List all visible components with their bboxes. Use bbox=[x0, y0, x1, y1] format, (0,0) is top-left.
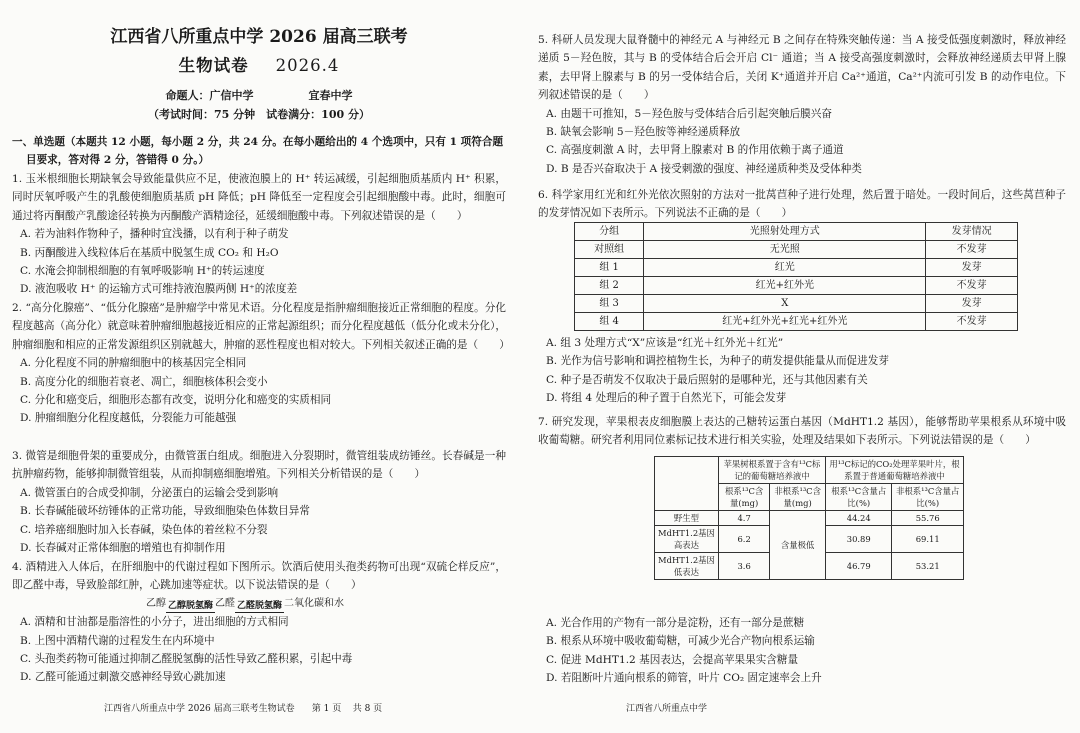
footer-left bbox=[104, 700, 382, 718]
q7-option-a: A. 光合作用的产物有一部分是淀粉，还有一部分是蔗糖 bbox=[546, 617, 805, 629]
table-cell: 55.76 bbox=[892, 511, 964, 526]
question-2 bbox=[12, 299, 510, 428]
table-cell: 发芽 bbox=[926, 259, 1018, 277]
q6-options bbox=[538, 334, 1066, 408]
exam-title: 江西省八所重点中学 2026 届高三联考 bbox=[110, 27, 408, 47]
question-3 bbox=[12, 447, 506, 557]
q4-option-a: A. 酒精和甘油都是脂溶性的小分子，进出细胞的方式相同 bbox=[20, 616, 289, 629]
q6-stem: 6. 科学家用红光和红外光依次照射的方法对一批莴苣种子进行处理，然后置于暗处。一段时间后，这些莴苣种子的发芽情况如下表所示。下列说法不正确的是（ ） bbox=[538, 189, 1066, 220]
table-cell: 不发芽 bbox=[926, 241, 1018, 259]
section-1-heading bbox=[12, 133, 506, 170]
q2-option-a: A. 分化程度不同的肿瘤细胞中的核基因完全相同 bbox=[20, 357, 247, 370]
group-1-header: 苹果树根系置于含有¹³C标记的葡萄糖培养液中 bbox=[718, 457, 825, 484]
table-corner-cell bbox=[655, 457, 719, 511]
q3-option-b: B. 长春碱能破坏纺锤体的正常功能，导致细胞染色体数目异常 bbox=[20, 505, 310, 518]
acetaldehyde-label: 乙醛 bbox=[215, 597, 236, 609]
table-cell: 6.2 bbox=[718, 526, 769, 553]
ethanol-label: 乙醇 bbox=[146, 597, 166, 609]
table-header-row bbox=[655, 457, 964, 484]
footer-exam-name: 江西省八所重点中学 2026 届高三联考生物试卷 bbox=[104, 704, 295, 714]
row-label: MdHT1.2基因高表达 bbox=[655, 526, 719, 553]
q6-option-c: C. 种子是否萌发不仅取决于最后照射的是哪种光，还与其他因素有关 bbox=[546, 373, 868, 386]
exam-info: （考试时间：75 分钟 试卷满分：100 分） bbox=[148, 108, 370, 121]
table-cell: 组 2 bbox=[575, 277, 644, 295]
question-4 bbox=[12, 558, 506, 687]
table-cell: 3.6 bbox=[718, 553, 769, 580]
question-1 bbox=[12, 170, 506, 299]
q3-option-d: D. 长春碱对正常体细胞的增殖也有抑制作用 bbox=[20, 542, 226, 555]
q7-stem: 7. 研究发现，苹果根表皮细胞膜上表达的己糖转运蛋白基因（MdHT1.2 基因），能够帮助苹果根系从环境中吸收葡萄糖。研究者利用同位素标记技术进行相关实验，处理及结果如下表所示。下列说法错误的是（ ） bbox=[538, 416, 1066, 447]
table-cell: 对照组 bbox=[575, 241, 644, 259]
col-1-header: 根系¹³C含量(mg) bbox=[718, 484, 769, 511]
q2-stem: 2. “高分化腺癌”、“低分化腺癌”是肿瘤学中常见术语。分化程度是指肿瘤细胞接近正常细胞的程度。分化程度越高（高分化）就意味着肿瘤细胞越接近相应的正常起源组织；而分化程度越低（低分化或未分化），肿瘤细胞和相应的正常发源组织区别就越大，肿瘤的恶性程度也相对较大。下列相关叙述正确的是（ ） bbox=[12, 302, 510, 351]
table-cell: 69.11 bbox=[892, 526, 964, 553]
q3-option-c: C. 培养癌细胞时加入长春碱，染色体的着丝粒不分裂 bbox=[20, 523, 268, 536]
q4-option-b: B. 上图中酒精代谢的过程发生在内环境中 bbox=[20, 634, 215, 647]
table-header-cell: 光照射处理方式 bbox=[644, 223, 926, 241]
q1-option-a: A. 若为油料作物种子，播种时宜浅播，以有利于种子萌发 bbox=[20, 228, 289, 241]
table-cell: 发芽 bbox=[926, 295, 1018, 313]
question-5 bbox=[538, 31, 1066, 178]
table-header-cell: 发芽情况 bbox=[926, 223, 1018, 241]
q4-reaction bbox=[12, 595, 506, 613]
table-cell: X bbox=[644, 295, 926, 313]
table-cell: 红光+红外光 bbox=[644, 277, 926, 295]
q2-option-b: B. 高度分化的细胞若衰老、凋亡，细胞核体积会变小 bbox=[20, 375, 268, 388]
table-row bbox=[575, 241, 1018, 259]
table-cell: 46.79 bbox=[826, 553, 892, 580]
question-7 bbox=[538, 413, 1066, 450]
reaction-arrow-1 bbox=[166, 601, 215, 613]
col-4-header: 非根系¹³C含量占比(%) bbox=[892, 484, 964, 511]
q7-options bbox=[538, 614, 1066, 688]
group-2-header: 用¹³C标记的CO₂处理苹果叶片，根系置于普通葡萄糖培养液中 bbox=[826, 457, 964, 484]
q6-option-a: A. 组 3 处理方式“X”应该是“红光＋红外光＋红光” bbox=[546, 337, 784, 349]
q7-option-d: D. 若阻断叶片通向根系的筛管，叶片 CO₂ 固定速率会上升 bbox=[546, 672, 822, 685]
footer-right: 江西省八所重点中学 bbox=[626, 704, 708, 714]
q1-option-c: C. 水淹会抑制根细胞的有氧呼吸影响 H⁺的转运速度 bbox=[20, 265, 265, 278]
enzyme-1-label: 乙醇脱氢酶 bbox=[168, 601, 214, 612]
row-label: MdHT1.2基因低表达 bbox=[655, 553, 719, 580]
q3-stem: 3. 微管是细胞骨架的重要成分，由微管蛋白组成。细胞进入分裂期时，微管组装成纺锤丝。长春碱是一种抗肿瘤药物，能够抑制微管组装，从而抑制癌细胞增殖。下列相关分析错误的是（ ） bbox=[12, 450, 506, 481]
q5-option-a: A. 由题干可推知，5－羟色胺与受体结合后引起突触后膜兴奋 bbox=[546, 107, 832, 120]
col-2-header: 非根系¹³C含量(mg) bbox=[770, 484, 826, 511]
merged-note-cell: 含量极低 bbox=[770, 511, 826, 580]
table-cell: 红光+红外光+红光+红外光 bbox=[644, 313, 926, 331]
col-3-header: 根系¹³C含量占比(%) bbox=[826, 484, 892, 511]
q6-table bbox=[574, 222, 1018, 331]
q5-option-b: B. 缺氧会影响 5－羟色胺等神经递质释放 bbox=[546, 126, 741, 139]
row-label: 野生型 bbox=[655, 511, 719, 526]
question-6 bbox=[538, 186, 1066, 223]
table-cell: 44.24 bbox=[826, 511, 892, 526]
footer-page: 第 1 页 bbox=[311, 704, 342, 714]
reaction-arrow-2 bbox=[235, 601, 284, 613]
q1-stem: 1. 玉米根细胞长期缺氧会导致能量供应不足，使液泡膜上的 H⁺ 转运减缓，引起细胞质基质内 H⁺ 积累，同时厌氧呼吸产生的乳酸使细胞质基质 pH 降低；pH 降低至一定程度会引起细胞酸中毒。此时，细胞可通过将丙酮酸产乳酸途径转换为丙酮酸产酒精途径，延缓细胞酸中毒。下列叙述错误的是（ ） bbox=[12, 173, 506, 222]
q6-option-d: D. 将组 4 处理后的种子置于自然光下，可能会发芽 bbox=[546, 392, 787, 405]
q5-stem: 5. 科研人员发现大鼠脊髓中的神经元 A 与神经元 B 之间存在特殊突触传递：当 A 接受低强度刺激时，释放神经递质 5－羟色胺，其与 B 的受体结合后会开启 Cl⁻ 通道；当 A 接受高强度刺激时，会释放神经递质去甲肾上腺素，去甲肾上腺素与 B 的另一受体结合后，关闭 K⁺通道并开启 Ca²⁺通道，Ca²⁺内流可引发 B 的动作电位。下列叙述错误的是（ ） bbox=[538, 34, 1066, 102]
table-cell: 组 3 bbox=[575, 295, 644, 313]
q4-stem: 4. 酒精进入人体后，在肝细胞中的代谢过程如下图所示。饮酒后使用头孢类药物可出现“双硫仑样反应”，即乙醛中毒，导致脸部红肿，心跳加速等症状。以下说法错误的是（ ） bbox=[12, 561, 506, 592]
section-heading-line1: 一、单选题（本题共 12 小题，每小题 2 分，共 24 分。在每小题给出的 4 个选项中，只有 1 项符合题 bbox=[12, 136, 504, 148]
table-row bbox=[575, 277, 1018, 295]
q1-option-d: D. 液泡吸收 H⁺ 的运输方式可维持液泡膜两侧 H⁺的浓度差 bbox=[20, 283, 298, 296]
table-cell: 红光 bbox=[644, 259, 926, 277]
subject-title: 生物试卷 bbox=[178, 56, 249, 75]
q1-option-b: B. 丙酮酸进入线粒体后在基质中脱氢生成 CO₂ 和 H₂O bbox=[20, 246, 279, 259]
setters-line: 命题人：广信中学 宜春中学 bbox=[165, 89, 353, 102]
products-label: 二氧化碳和水 bbox=[284, 597, 345, 609]
table-header-cell: 分组 bbox=[575, 223, 644, 241]
q2-option-c: C. 分化和癌变后，细胞形态都有改变，说明分化和癌变的实质相同 bbox=[20, 394, 332, 407]
q3-option-a: A. 微管蛋白的合成受抑制，分泌蛋白的运输会受到影响 bbox=[20, 486, 279, 499]
q7-table bbox=[654, 456, 964, 580]
table-row bbox=[575, 259, 1018, 277]
exam-date: 2026.4 bbox=[275, 56, 340, 75]
table-row bbox=[655, 511, 964, 526]
table-cell: 4.7 bbox=[718, 511, 769, 526]
table-cell: 组 4 bbox=[575, 313, 644, 331]
table-header-row bbox=[575, 223, 1018, 241]
q6-option-b: B. 光作为信号影响和调控植物生长，为种子的萌发提供能量从而促进发芽 bbox=[546, 355, 889, 368]
table-cell: 无光照 bbox=[644, 241, 926, 259]
table-row bbox=[575, 313, 1018, 331]
q5-option-c: C. 高强度刺激 A 时，去甲肾上腺素对 B 的作用依赖于离子通道 bbox=[546, 144, 844, 157]
table-cell: 30.89 bbox=[826, 526, 892, 553]
q7-option-b: B. 根系从环境中吸收葡萄糖，可减少光合产物向根系运输 bbox=[546, 635, 815, 648]
enzyme-2-label: 乙醛脱氢酶 bbox=[237, 601, 283, 612]
footer-total: 共 8 页 bbox=[352, 704, 383, 714]
table-cell: 不发芽 bbox=[926, 313, 1018, 331]
table-cell: 不发芽 bbox=[926, 277, 1018, 295]
table-row bbox=[575, 295, 1018, 313]
table-cell: 组 1 bbox=[575, 259, 644, 277]
q4-option-d: D. 乙醛可能通过刺激交感神经导致心跳加速 bbox=[20, 671, 226, 684]
q2-option-d: D. 肿瘤细胞分化程度越低，分裂能力可能越强 bbox=[20, 412, 237, 425]
subject-line bbox=[12, 57, 506, 75]
q4-option-c: C. 头孢类药物可能通过抑制乙醛脱氢酶的活性导致乙醛积累，引起中毒 bbox=[20, 653, 353, 666]
q5-option-d: D. B 是否兴奋取决于 A 接受刺激的强度、神经递质种类及受体种类 bbox=[546, 162, 862, 175]
table-cell: 53.21 bbox=[892, 553, 964, 580]
section-heading-line2: 目要求，答对得 2 分，答错得 0 分。） bbox=[26, 154, 210, 167]
q7-option-c: C. 促进 MdHT1.2 基因表达，会提高苹果果实含糖量 bbox=[546, 653, 799, 666]
